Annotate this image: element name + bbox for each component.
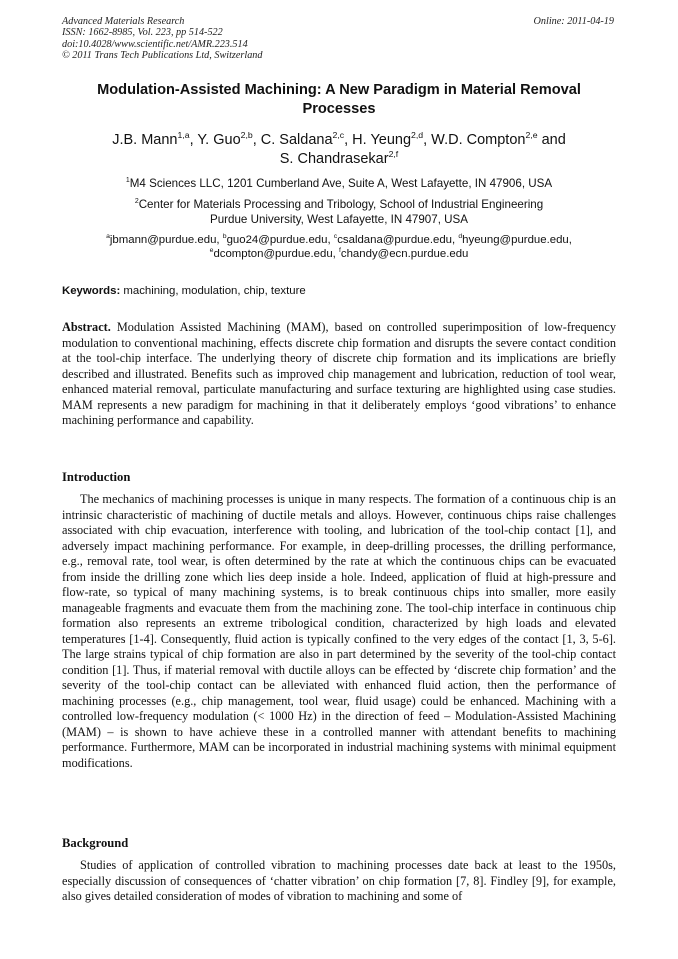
journal-issn: ISSN: 1662-8985, Vol. 223, pp 514-522 (62, 27, 223, 39)
email-mark: a (106, 233, 110, 241)
email-link[interactable]: dcompton@purdue.edu, (213, 248, 339, 261)
author-affiliation-mark: 2,d (411, 130, 424, 141)
journal-copyright: © 2011 Trans Tech Publications Ltd, Switzerland (62, 49, 263, 61)
author-name: S. Chandrasekar (279, 151, 389, 167)
author-name: J.B. Mann (112, 132, 178, 148)
section-heading-introduction: Introduction (62, 470, 131, 484)
affiliation-2-line-1 (62, 198, 616, 213)
email-list (62, 233, 616, 261)
author-affiliation-mark: 2,f (388, 149, 399, 160)
abstract-text: Modulation Assisted Machining (MAM), based on controlled superimposition of low-frequency modulation to conventional machining, effects discrete chip formation and disrupts the severe contact condition at the tool-chip interface. The underlying theory of discrete chip formation and its implications are briefly described and illustrated. Benefits such as improved chip management and lubrication, reduction of tool wear, enhanced material removal, particulate manufacturing and surface texturing are highlighted using case studies. MAM represents a new paradigm for machining in that it deliberately employs ‘good vibrations’ to enhance machining performance and capability. (62, 320, 616, 427)
affiliation-mark: 2 (134, 198, 139, 206)
affiliation-text: M4 Sciences LLC, 1201 Cumberland Ave, Suite A, West Lafayette, IN 47906, USA (129, 177, 553, 190)
author-line-2 (62, 150, 616, 169)
affiliation-2 (62, 198, 616, 228)
author-affiliation-mark: 2,b (240, 130, 253, 141)
background-paragraph: Studies of application of controlled vibration to machining processes date back at least to the 1950s, especially discussion of consequences of ‘chatter vibration’ on chip formation [7, 8]. Findley [9], for example, also gives detailed consideration of modes of vibration to machining and some of (62, 858, 616, 903)
email-line-2 (62, 247, 616, 261)
journal-name: Advanced Materials Research (62, 16, 185, 27)
email-link[interactable]: csaldana@purdue.edu, (337, 234, 459, 246)
journal-header (62, 16, 262, 61)
journal-doi: doi:10.4028/www.scientific.net/AMR.223.514 (62, 38, 248, 50)
email-line-1 (62, 233, 616, 247)
author-affiliation-mark: 2,e (525, 130, 538, 141)
author-name: , C. Saldana (252, 132, 333, 148)
online-date: Online: 2011-04-19 (533, 16, 614, 27)
abstract-label: Abstract. (62, 320, 111, 334)
abstract (62, 320, 616, 429)
keywords-text: machining, modulation, chip, texture (120, 285, 306, 297)
email-link[interactable]: hyeung@purdue.edu, (462, 234, 572, 246)
introduction-paragraph: The mechanics of machining processes is unique in many respects. The formation of a continuous chip is an intrinsic characteristic of machining of ductile metals and alloys. However, continuous chips raise challenges associated with chip evacuation, interference with tooling, and lubrication of the tool-chip contact [1], and adversely impact machining performance. For example, in deep-drilling processes, the drilling performance, e.g., removal rate, tool wear, is often determined by the rate at which the continuous chips can be evacuated from inside the drilling zone which lies deep inside a hole. Indeed, application of fluid at high-pressure and flow-rate, so typical of many machining systems, is to break continuous chips into smaller, more easily manageable fragments and evacuate them from the machining zone. The tool-chip interface in continuous chip formation also represents an extreme tribological condition, characterized by high loads and elevated temperatures [1-4]. Consequently, fluid action is typically confined to the very edges of the contact [1, 3, 5-6]. The large strains typical of chip formation are also in part determined by the severity of the tool-chip contact condition [1]. Thus, if material removal with ductile alloys can be effected by ‘discrete chip formation’ and the severity of the tool-chip contact can be alleviated with enhanced fluid action, then the performance of machining processes (e.g., chip management, tool wear, fluid usage) could be enhanced. Machining with a controlled low-frequency modulation (< 1000 Hz) in the direction of feed – Modulation-Assisted Machining (MAM) – is shown to have achieve these in a controlled manner with attendant benefits to machining performance. Furthermore, MAM can be incorporated in industrial machining systems with minimal equipment modifications. (62, 492, 616, 770)
affiliation-text: Center for Materials Processing and Tribology, School of Industrial Engineering (138, 198, 544, 211)
paper-title (62, 81, 616, 118)
affiliation-2-line-2: Purdue University, West Lafayette, IN 47907, USA (210, 212, 468, 226)
title-line-1: Modulation-Assisted Machining: A New Paradigm in Material Removal (97, 82, 581, 98)
author-affiliation-mark: 1,a (177, 130, 190, 141)
section-heading-background: Background (62, 836, 129, 850)
email-link[interactable]: chandy@ecn.purdue.edu (340, 248, 469, 261)
keywords-label: Keywords: (62, 285, 121, 297)
email-link[interactable]: guo24@purdue.edu, (226, 234, 334, 246)
email-mark: c (333, 233, 338, 241)
author-conjunction: and (537, 132, 566, 148)
author-line-1 (62, 131, 616, 150)
keywords (62, 284, 616, 298)
title-line-2: Processes (302, 100, 376, 117)
email-mark: f (339, 247, 341, 255)
author-name: , W.D. Compton (423, 132, 526, 148)
email-mark: d (458, 233, 463, 241)
email-mark: b (222, 233, 227, 241)
affiliation-mark: 1 (125, 177, 130, 185)
author-list (62, 131, 616, 169)
email-mark: e (209, 247, 214, 255)
author-name: , Y. Guo (189, 132, 241, 148)
affiliation-1 (62, 177, 616, 192)
author-name: , H. Yeung (344, 132, 412, 148)
author-affiliation-mark: 2,c (332, 130, 345, 141)
email-link[interactable]: jbmann@purdue.edu, (109, 234, 223, 246)
